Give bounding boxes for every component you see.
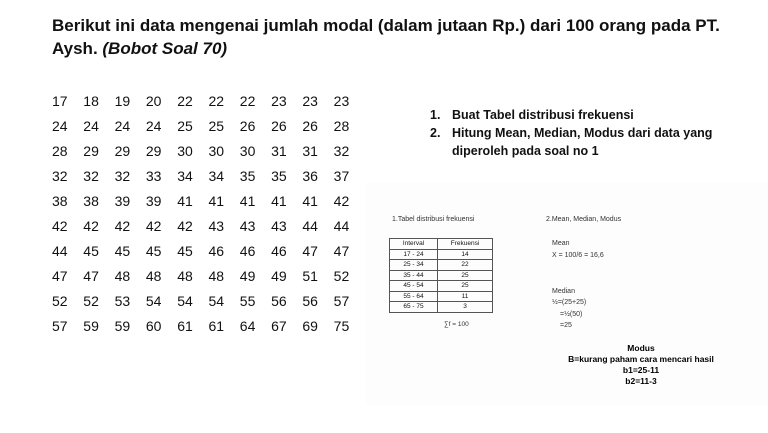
data-value: 25 — [177, 118, 193, 134]
data-value: 60 — [145, 318, 162, 334]
interval-cell: 35 - 44 — [390, 270, 438, 281]
data-value: 44 — [52, 243, 68, 259]
data-value: 42 — [145, 218, 162, 234]
table-header: Interval — [390, 239, 438, 250]
data-value: 59 — [83, 318, 99, 334]
data-value: 42 — [114, 218, 131, 234]
data-value: 41 — [208, 193, 225, 209]
data-value: 48 — [145, 268, 162, 284]
data-value: 22 — [239, 93, 256, 109]
data-value: 42 — [52, 218, 68, 234]
section1-title: 1.Tabel distribusi frekuensi — [392, 216, 475, 223]
data-value: 57 — [52, 318, 68, 334]
data-value: 69 — [302, 318, 318, 334]
data-row — [52, 93, 365, 118]
data-value: 45 — [177, 243, 193, 259]
data-value: 26 — [302, 118, 318, 134]
mean-label: Mean — [552, 240, 570, 247]
data-value: 39 — [114, 193, 131, 209]
data-value: 30 — [239, 143, 256, 159]
frequency-sum: ∑f = 100 — [444, 321, 469, 328]
data-value: 54 — [177, 293, 193, 309]
task-item: 2. Hitung Mean, Median, Modus dari data yang diperoleh pada soal no 1 — [430, 126, 713, 158]
data-value: 41 — [177, 193, 193, 209]
data-value: 34 — [177, 168, 193, 184]
data-value: 59 — [114, 318, 131, 334]
data-value: 41 — [271, 193, 287, 209]
data-value: 47 — [302, 243, 318, 259]
modus-line: b2=11-3 — [625, 376, 657, 386]
data-value: 57 — [333, 293, 350, 309]
data-value: 49 — [239, 268, 256, 284]
data-value: 38 — [52, 193, 68, 209]
data-value: 24 — [145, 118, 162, 134]
data-value: 32 — [52, 168, 68, 184]
data-value: 42 — [83, 218, 99, 234]
data-value: 41 — [239, 193, 256, 209]
median-label: Median — [552, 288, 575, 295]
table-row — [390, 249, 493, 260]
data-value: 29 — [83, 143, 99, 159]
data-value: 44 — [333, 218, 350, 234]
data-value: 54 — [208, 293, 225, 309]
task-list — [430, 106, 722, 160]
question-text: Berikut ini data mengenai jumlah modal (dalam jutaan Rp.) dari 100 orang pada PT. Aysh. — [52, 16, 720, 58]
data-value: 56 — [302, 293, 318, 309]
interval-cell: 45 - 54 — [390, 281, 438, 292]
data-value: 41 — [302, 193, 318, 209]
data-value: 30 — [177, 143, 193, 159]
data-value: 43 — [271, 218, 287, 234]
frequency-cell: 25 — [438, 281, 493, 292]
data-value: 28 — [52, 143, 68, 159]
data-value: 46 — [208, 243, 225, 259]
table-row — [390, 260, 493, 271]
data-value: 22 — [177, 93, 193, 109]
data-value: 20 — [145, 93, 162, 109]
data-value: 32 — [83, 168, 99, 184]
data-value: 49 — [271, 268, 287, 284]
data-value: 56 — [271, 293, 287, 309]
table-row — [390, 291, 493, 302]
data-value: 30 — [208, 143, 225, 159]
data-value: 29 — [145, 143, 162, 159]
data-row — [52, 293, 365, 318]
question-title — [52, 14, 742, 60]
data-row — [52, 243, 365, 268]
table-header: Frekuensi — [438, 239, 493, 250]
task-item: 1. Buat Tabel distribusi frekuensi — [430, 108, 634, 122]
table-row — [390, 302, 493, 313]
data-value: 42 — [177, 218, 193, 234]
frequency-cell: 22 — [438, 260, 493, 271]
data-value: 35 — [239, 168, 256, 184]
data-row — [52, 218, 365, 243]
data-value: 75 — [333, 318, 350, 334]
data-value: 23 — [333, 93, 350, 109]
data-row — [52, 318, 365, 343]
data-value: 23 — [302, 93, 318, 109]
data-value: 44 — [302, 218, 318, 234]
modus-line: b1=25-11 — [622, 365, 660, 375]
data-value: 17 — [52, 93, 68, 109]
data-value: 22 — [208, 93, 225, 109]
data-value: 29 — [114, 143, 131, 159]
data-value: 19 — [114, 93, 131, 109]
data-value: 24 — [114, 118, 131, 134]
data-value: 37 — [333, 168, 350, 184]
data-value: 54 — [145, 293, 162, 309]
data-value: 31 — [302, 143, 318, 159]
data-value: 45 — [145, 243, 162, 259]
frequency-cell: 14 — [438, 249, 493, 260]
data-value: 47 — [52, 268, 68, 284]
data-row — [52, 118, 365, 143]
table-row — [390, 270, 493, 281]
data-value: 36 — [302, 168, 318, 184]
mean-equation: X = 100/6 = 16,6 — [552, 252, 604, 259]
data-value: 38 — [83, 193, 99, 209]
data-value: 52 — [333, 268, 350, 284]
data-row — [52, 143, 365, 168]
data-value: 24 — [83, 118, 99, 134]
data-value: 55 — [239, 293, 256, 309]
data-value: 46 — [239, 243, 256, 259]
data-value: 45 — [114, 243, 131, 259]
data-value: 64 — [239, 318, 256, 334]
frequency-cell: 3 — [438, 302, 493, 313]
median-step: =½(50) — [560, 311, 583, 318]
data-value: 18 — [83, 93, 99, 109]
interval-cell: 17 - 24 — [390, 249, 438, 260]
raw-data-grid — [52, 93, 365, 343]
data-value: 34 — [208, 168, 225, 184]
data-row — [52, 168, 365, 193]
question-weight: (Bobot Soal 70) — [102, 39, 228, 58]
data-value: 35 — [271, 168, 287, 184]
median-step: ½=(25+25) — [552, 299, 587, 306]
table-row — [390, 281, 493, 292]
data-value: 52 — [83, 293, 99, 309]
data-value: 52 — [52, 293, 68, 309]
data-value: 51 — [302, 268, 318, 284]
data-value: 48 — [177, 268, 193, 284]
modus-line: Modus — [627, 343, 655, 353]
data-value: 25 — [208, 118, 225, 134]
data-value: 45 — [83, 243, 99, 259]
data-value: 32 — [114, 168, 131, 184]
data-value: 67 — [271, 318, 287, 334]
modus-block — [566, 343, 716, 387]
data-value: 39 — [145, 193, 162, 209]
data-value: 43 — [208, 218, 225, 234]
frequency-table — [389, 238, 493, 313]
data-value: 43 — [239, 218, 256, 234]
frequency-cell: 11 — [438, 291, 493, 302]
interval-cell: 55 - 64 — [390, 291, 438, 302]
data-value: 47 — [333, 243, 350, 259]
data-row — [52, 268, 365, 293]
section2-title: 2.Mean, Median, Modus — [546, 216, 622, 223]
data-value: 61 — [208, 318, 225, 334]
data-value: 42 — [333, 193, 350, 209]
data-value: 23 — [271, 93, 287, 109]
data-value: 26 — [239, 118, 256, 134]
data-value: 32 — [333, 143, 350, 159]
data-value: 47 — [83, 268, 99, 284]
data-value: 48 — [208, 268, 225, 284]
interval-cell: 25 - 34 — [390, 260, 438, 271]
modus-line: B=kurang paham cara mencari hasil — [568, 354, 714, 364]
interval-cell: 65 - 75 — [390, 302, 438, 313]
data-value: 31 — [271, 143, 287, 159]
answer-image — [366, 183, 768, 405]
data-value: 33 — [145, 168, 162, 184]
data-value: 26 — [271, 118, 287, 134]
median-step: =25 — [560, 322, 572, 329]
data-value: 48 — [114, 268, 131, 284]
data-value: 24 — [52, 118, 68, 134]
data-row — [52, 193, 365, 218]
frequency-cell: 25 — [438, 270, 493, 281]
data-value: 28 — [333, 118, 350, 134]
data-value: 53 — [114, 293, 131, 309]
data-value: 61 — [177, 318, 193, 334]
data-value: 46 — [271, 243, 287, 259]
